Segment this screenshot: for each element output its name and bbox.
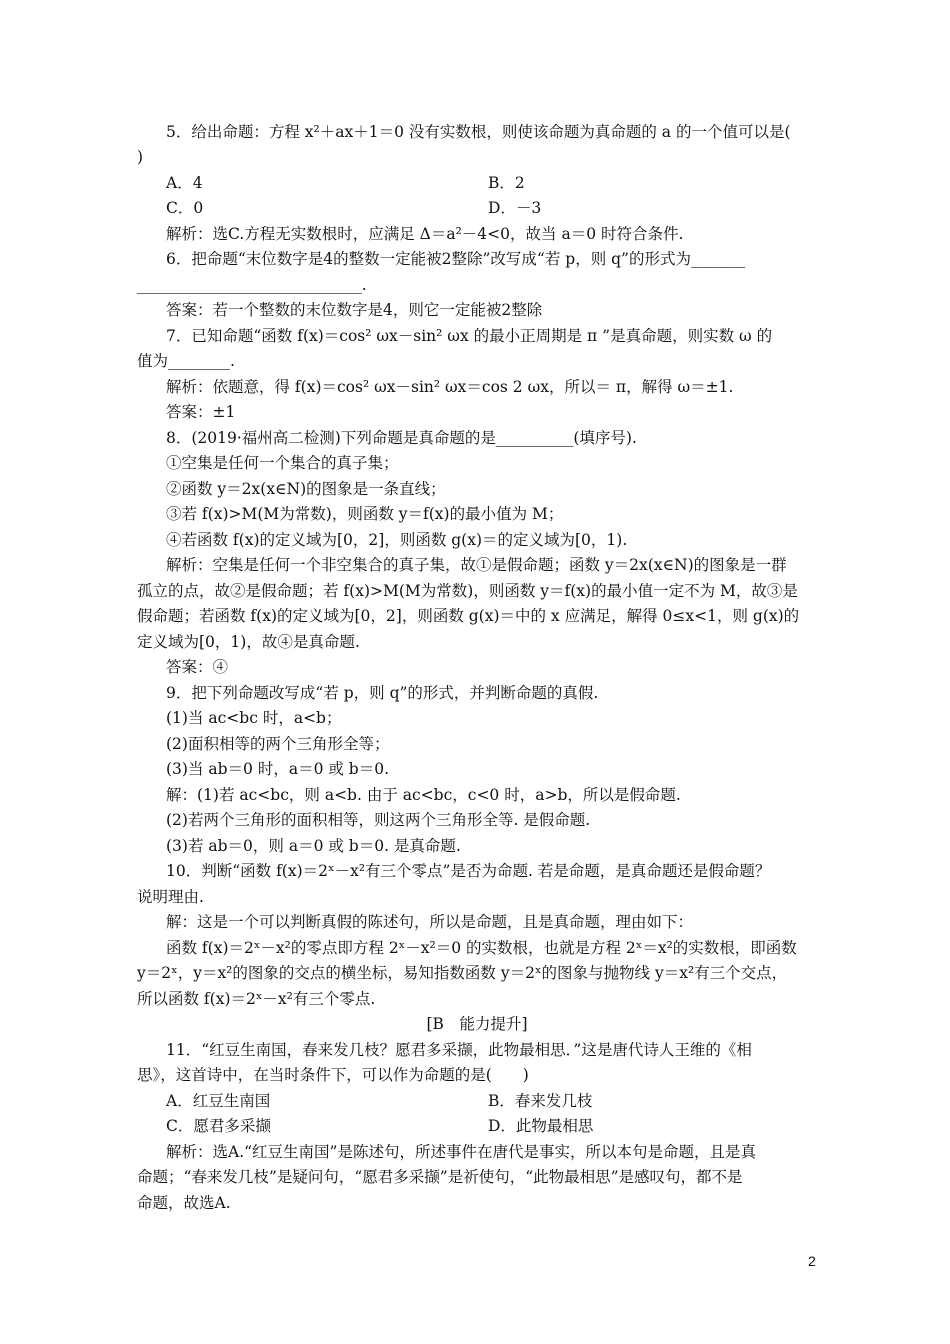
text-line — [166, 1140, 846, 1164]
text-line — [166, 120, 846, 144]
line-text: 解析：选C.方程无实数根时，应满足 Δ＝a²－4<0，故当 a＝0 时符合条件. — [166, 225, 684, 243]
line-text: (1)当 ac<bc 时，a<b； — [166, 709, 342, 727]
option-right: D．此物最相思 — [488, 1117, 594, 1135]
text-line — [137, 630, 817, 654]
line-text: y＝2ˣ，y＝x²的图象的交点的横坐标，易知指数函数 y＝2ˣ的图象与抛物线 y＝x²有三个交点， — [137, 964, 788, 982]
text-line — [166, 936, 846, 960]
line-text: 解析：依题意，得 f(x)＝cos² ωx－sin² ωx＝cos 2 ωx，所以＝ π，解得 ω＝±1. — [166, 378, 734, 396]
text-line — [166, 171, 846, 195]
text-line — [166, 834, 846, 858]
line-text: 答案：④ — [166, 658, 229, 676]
line-text: _____________________________. — [137, 276, 367, 294]
text-line — [166, 859, 846, 883]
line-text: ②函数 y＝2x(x∈N)的图象是一条直线； — [166, 480, 446, 498]
option-right: B．2 — [488, 174, 525, 192]
text-line — [166, 298, 846, 322]
text-line — [166, 222, 846, 246]
line-text: A．红豆生南国 — [166, 1092, 271, 1110]
line-text: A．4 — [166, 174, 203, 192]
line-text: (2)面积相等的两个三角形全等； — [166, 735, 390, 753]
text-line — [137, 349, 817, 373]
line-text: 5．给出命题：方程 x²＋ax＋1＝0 没有实数根，则使该命题为真命题的 a 的一个值可以是( — [166, 123, 791, 141]
line-text: C．愿君多采撷 — [166, 1117, 271, 1135]
line-text: ) — [137, 148, 144, 166]
text-line — [137, 885, 817, 909]
text-line — [166, 528, 846, 552]
text-line — [137, 987, 817, 1011]
line-text: 7．已知命题“函数 f(x)＝cos² ωx－sin² ωx 的最小正周期是 π ”是真命题，则实数 ω 的 — [166, 327, 773, 345]
line-text: 10．判断“函数 f(x)＝2ˣ－x²有三个零点”是否为命题. 若是命题，是真命题还是假命题？ — [166, 862, 771, 880]
line-text: 值为________. — [137, 352, 235, 370]
line-text: 6．把命题“末位数字是4的整数一定能被2整除”改写成“若 p，则 q”的形式为_______ — [166, 250, 746, 268]
text-line — [166, 247, 846, 271]
option-right: D．－3 — [488, 199, 542, 217]
line-text: 所以函数 f(x)＝2ˣ－x²有三个零点. — [137, 990, 376, 1008]
text-line — [166, 451, 846, 475]
text-line — [166, 655, 846, 679]
line-text: 解：这是一个可以判断真假的陈述句，所以是命题，且是真命题，理由如下： — [166, 913, 694, 931]
line-text: 8．(2019·福州高二检测)下列命题是真命题的是__________(填序号). — [166, 429, 637, 447]
text-line — [166, 1038, 846, 1062]
line-text: 解析：空集是任何一个非空集合的真子集，故①是假命题；函数 y＝2x(x∈N)的图象是一群 — [166, 556, 787, 574]
text-line — [166, 1114, 846, 1138]
text-line — [137, 961, 817, 985]
line-text: (2)若两个三角形的面积相等，则这两个三角形全等. 是假命题. — [166, 811, 591, 829]
text-line — [166, 324, 846, 348]
page-number: 2 — [808, 1253, 816, 1269]
text-line — [166, 706, 846, 730]
line-text: 9．把下列命题改写成“若 p，则 q”的形式，并判断命题的真假. — [166, 684, 599, 702]
line-text: 命题，故选A. — [137, 1194, 231, 1212]
text-line — [137, 273, 817, 297]
line-text: 函数 f(x)＝2ˣ－x²的零点即方程 2ˣ－x²＝0 的实数根，也就是方程 2ˣ＝x²的实数根，即函数 — [166, 939, 797, 957]
line-text: 孤立的点，故②是假命题；若 f(x)>M(M为常数)，则函数 y＝f(x)的最小值一定不为 M，故③是 — [137, 582, 798, 600]
line-text: 答案：若一个整数的末位数字是4，则它一定能被2整除 — [166, 301, 543, 319]
line-text: 命题；“春来发几枝”是疑问句，“愿君多采撷”是祈使句，“此物最相思”是感叹句，都不是 — [137, 1168, 743, 1186]
text-line — [166, 910, 846, 934]
text-line — [137, 1012, 817, 1036]
text-line — [166, 808, 846, 832]
line-text: ④若函数 f(x)的定义域为[0，2]，则函数 g(x)＝的定义域为[0，1). — [166, 531, 628, 549]
line-text: 解析：选A.“红豆生南国”是陈述句，所述事件在唐代是事实，所以本句是命题，且是真 — [166, 1143, 756, 1161]
text-line — [137, 1063, 817, 1087]
text-line — [166, 375, 846, 399]
text-line — [166, 681, 846, 705]
line-text: (3)当 ab＝0 时，a＝0 或 b＝0. — [166, 760, 390, 778]
line-text: ③若 f(x)>M(M为常数)，则函数 y＝f(x)的最小值为 M； — [166, 505, 564, 523]
text-line — [166, 553, 846, 577]
line-text: 11．“红豆生南国，春来发几枝？愿君多采撷，此物最相思．”这是唐代诗人王维的《相 — [166, 1041, 752, 1059]
line-text: 假命题；若函数 f(x)的定义域为[0，2]，则函数 g(x)＝中的 x 应满足，解得 0≤x<1，则 g(x)的 — [137, 607, 800, 625]
text-line — [166, 196, 846, 220]
line-text: 答案：±1 — [166, 403, 236, 421]
text-line — [166, 502, 846, 526]
text-line — [166, 1089, 846, 1113]
text-line — [137, 1165, 817, 1189]
text-line — [166, 783, 846, 807]
text-line — [137, 604, 817, 628]
text-line — [166, 426, 846, 450]
option-right: B．春来发几枝 — [488, 1092, 593, 1110]
line-text: (3)若 ab＝0，则 a＝0 或 b＝0. 是真命题. — [166, 837, 461, 855]
line-text: ①空集是任何一个集合的真子集； — [166, 454, 399, 472]
text-line — [166, 757, 846, 781]
text-line — [137, 145, 817, 169]
text-line — [137, 579, 817, 603]
line-text: 思》，这首诗中，在当时条件下，可以作为命题的是( ) — [137, 1066, 529, 1084]
text-line — [166, 400, 846, 424]
text-line — [137, 1191, 817, 1215]
line-text: 定义域为[0，1)，故④是真命题. — [137, 633, 360, 651]
text-line — [166, 732, 846, 756]
line-text: 解：(1)若 ac<bc，则 a<b. 由于 ac<bc，c<0 时，a>b，所以是假命题. — [166, 786, 681, 804]
text-line — [166, 477, 846, 501]
line-text: C．0 — [166, 199, 204, 217]
line-text: 说明理由. — [137, 888, 204, 906]
line-text: [B 能力提升] — [426, 1015, 528, 1033]
